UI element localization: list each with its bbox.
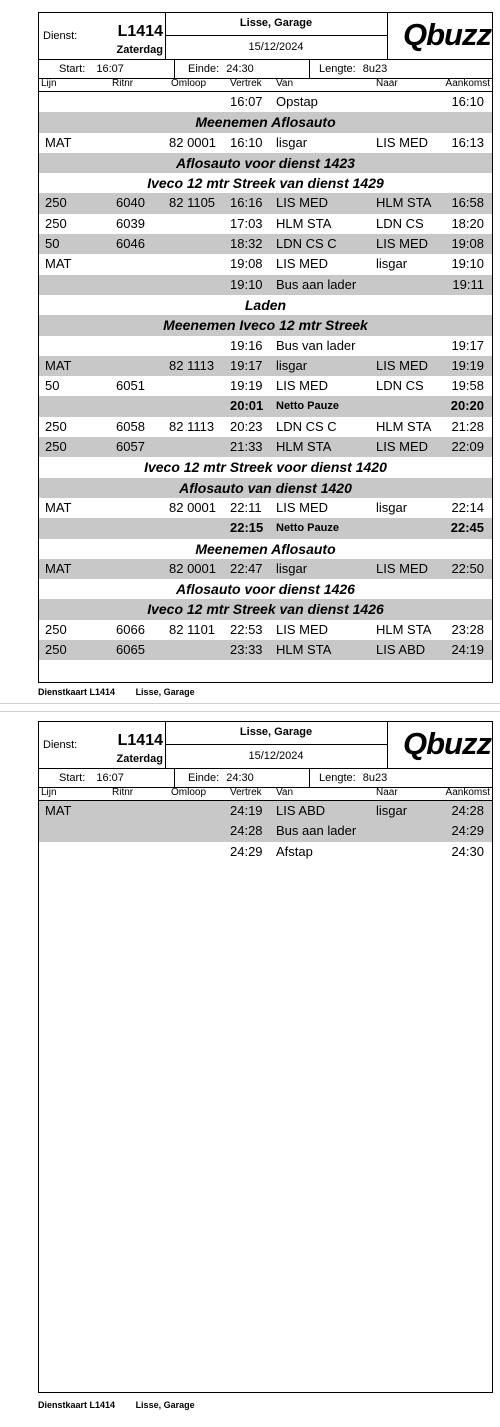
cell-vertrek: 16:16 bbox=[230, 195, 263, 211]
cell-ritnr: 6039 bbox=[116, 215, 145, 231]
column-headers bbox=[39, 788, 492, 801]
start-cell bbox=[39, 60, 175, 78]
info-row bbox=[39, 60, 492, 79]
einde-value: 24:30 bbox=[226, 772, 254, 784]
dienst-code: L1414 bbox=[117, 732, 163, 749]
qbuzz-logo: Qbuzz bbox=[403, 726, 491, 761]
dienst-day: Zaterdag bbox=[116, 44, 163, 56]
cell-van: LIS MED bbox=[276, 499, 329, 515]
cell-aankomst: 22:50 bbox=[451, 560, 484, 576]
cell-aankomst: 19:08 bbox=[451, 236, 484, 252]
cell-vertrek: 19:08 bbox=[230, 256, 263, 272]
dienst-code: L1414 bbox=[117, 23, 163, 40]
col-lijn: Lijn bbox=[41, 787, 57, 798]
cell-aankomst: 16:58 bbox=[451, 195, 484, 211]
cell-vertrek: 24:28 bbox=[230, 823, 263, 839]
trip-row bbox=[39, 437, 492, 457]
einde-cell bbox=[174, 769, 310, 787]
trip-row bbox=[39, 336, 492, 356]
footer-dienstkaart: Dienstkaart L1414 bbox=[38, 687, 116, 697]
col-omloop: Omloop bbox=[171, 78, 207, 89]
start-value: 16:07 bbox=[96, 772, 124, 784]
cell-vertrek: 16:10 bbox=[230, 134, 263, 150]
dienstkaart-sheet bbox=[38, 12, 493, 683]
cell-vertrek: 22:53 bbox=[230, 621, 263, 637]
cell-lijn: 250 bbox=[45, 621, 67, 637]
col-vertrek: Vertrek bbox=[230, 787, 262, 798]
cell-omloop: 82 1113 bbox=[169, 357, 215, 373]
logo-box bbox=[387, 13, 495, 59]
lengte-value: 8u23 bbox=[362, 772, 388, 784]
col-naar: Naar bbox=[376, 78, 398, 89]
trip-row bbox=[39, 801, 492, 821]
sheet-header bbox=[39, 13, 492, 60]
trip-row bbox=[39, 821, 492, 841]
section-heading bbox=[39, 599, 492, 619]
cell-vertrek: 24:19 bbox=[230, 803, 263, 818]
trip-row bbox=[39, 92, 492, 112]
cell-vertrek: 19:10 bbox=[230, 276, 263, 292]
page-1 bbox=[0, 0, 500, 704]
cell-lijn: 50 bbox=[45, 236, 60, 252]
col-vertrek: Vertrek bbox=[230, 78, 262, 89]
cell-vertrek: 21:33 bbox=[230, 439, 263, 455]
cell-aankomst: 19:58 bbox=[451, 378, 484, 394]
section-heading bbox=[39, 315, 492, 335]
footer-dienstkaart: Dienstkaart L1414 bbox=[38, 1400, 116, 1410]
cell-naar: lisgar bbox=[376, 803, 408, 818]
trip-row bbox=[39, 133, 492, 153]
trip-row bbox=[39, 254, 492, 274]
location: Lisse, Garage bbox=[165, 722, 387, 745]
trip-row bbox=[39, 214, 492, 234]
cell-naar: HLM STA bbox=[376, 418, 432, 434]
cell-van: LIS MED bbox=[276, 378, 329, 394]
cell-aankomst: 22:09 bbox=[451, 439, 484, 455]
info-row bbox=[39, 769, 492, 788]
location: Lisse, Garage bbox=[165, 13, 387, 36]
cell-van: HLM STA bbox=[276, 642, 332, 658]
trip-row bbox=[39, 275, 492, 295]
sheet-header bbox=[39, 722, 492, 769]
cell-vertrek: 20:01 bbox=[230, 398, 264, 414]
cell-vertrek: 19:19 bbox=[230, 378, 263, 394]
section-heading-text: Aflosauto voor dienst 1423 bbox=[176, 154, 355, 171]
trip-row bbox=[39, 640, 492, 660]
dienst-label: Dienst: bbox=[43, 739, 78, 751]
date: 15/12/2024 bbox=[248, 750, 304, 762]
cell-naar: lisgar bbox=[376, 499, 408, 515]
cell-vertrek: 17:03 bbox=[230, 215, 263, 231]
dienst-box bbox=[39, 722, 166, 768]
cell-lijn: 50 bbox=[45, 378, 60, 394]
cell-ritnr: 6065 bbox=[116, 642, 145, 658]
cell-van: Netto Pauze bbox=[276, 522, 339, 535]
cell-van: HLM STA bbox=[276, 439, 332, 455]
trip-row bbox=[39, 498, 492, 518]
cell-omloop: 82 0001 bbox=[169, 560, 216, 576]
cell-van: Bus van lader bbox=[276, 337, 356, 353]
lengte-cell bbox=[309, 60, 387, 78]
cell-lijn: 250 bbox=[45, 418, 67, 434]
cell-lijn: MAT bbox=[45, 499, 72, 515]
cell-aankomst: 23:28 bbox=[451, 621, 484, 637]
start-cell bbox=[39, 769, 175, 787]
cell-van: Bus aan lader bbox=[276, 276, 357, 292]
section-heading-text: Iveco 12 mtr Streek voor dienst 1420 bbox=[144, 459, 387, 476]
location-date-box bbox=[165, 722, 387, 768]
cell-lijn: MAT bbox=[45, 357, 72, 373]
section-heading bbox=[39, 478, 492, 498]
cell-aankomst: 24:19 bbox=[451, 642, 484, 658]
page-footer bbox=[38, 687, 213, 697]
cell-van: HLM STA bbox=[276, 215, 332, 231]
col-ritnr: Ritnr bbox=[112, 78, 134, 89]
section-heading bbox=[39, 295, 492, 315]
cell-lijn: MAT bbox=[45, 134, 72, 150]
dienst-box bbox=[39, 13, 166, 59]
cell-aankomst: 18:20 bbox=[451, 215, 484, 231]
cell-naar: LDN CS bbox=[376, 378, 424, 394]
section-heading-text: Iveco 12 mtr Streek van dienst 1426 bbox=[147, 601, 384, 618]
cell-naar: HLM STA bbox=[376, 621, 432, 637]
cell-van: LIS MED bbox=[276, 621, 329, 637]
cell-aankomst: 24:28 bbox=[451, 803, 484, 818]
column-headers bbox=[39, 79, 492, 92]
cell-van: LDN CS C bbox=[276, 236, 337, 252]
einde-label: Einde: bbox=[188, 63, 220, 75]
cell-lijn: 250 bbox=[45, 195, 67, 211]
trip-row bbox=[39, 417, 492, 437]
cell-van: Opstap bbox=[276, 94, 318, 109]
cell-vertrek: 22:47 bbox=[230, 560, 263, 576]
cell-vertrek: 22:15 bbox=[230, 520, 264, 536]
cell-naar: LIS MED bbox=[376, 439, 429, 455]
lengte-label: Lengte: bbox=[319, 772, 356, 784]
cell-van: Netto Pauze bbox=[276, 400, 339, 413]
col-aankomst: Aankomst bbox=[445, 78, 490, 89]
section-heading bbox=[39, 153, 492, 173]
dienst-label: Dienst: bbox=[43, 30, 78, 42]
cell-ritnr: 6058 bbox=[116, 418, 145, 434]
cell-omloop: 82 1113 bbox=[169, 418, 215, 434]
cell-lijn: 250 bbox=[45, 439, 67, 455]
cell-ritnr: 6066 bbox=[116, 621, 145, 637]
cell-aankomst: 20:20 bbox=[450, 398, 484, 414]
section-heading-text: Laden bbox=[244, 296, 287, 313]
start-label: Start: bbox=[59, 772, 86, 784]
col-van: Van bbox=[276, 787, 294, 798]
page-2 bbox=[0, 711, 500, 1427]
cell-aankomst: 16:13 bbox=[451, 134, 484, 150]
col-omloop: Omloop bbox=[171, 787, 207, 798]
section-heading-text: Meenemen Aflosauto bbox=[195, 540, 336, 557]
trip-row bbox=[39, 842, 492, 862]
trip-row bbox=[39, 234, 492, 254]
cell-ritnr: 6051 bbox=[116, 378, 145, 394]
einde-label: Einde: bbox=[188, 772, 220, 784]
dienstkaart-sheet bbox=[38, 721, 493, 1393]
cell-vertrek: 24:29 bbox=[230, 843, 263, 859]
cell-naar: LDN CS bbox=[376, 215, 424, 231]
section-heading-text: Meenemen Iveco 12 mtr Streek bbox=[163, 317, 368, 334]
col-naar: Naar bbox=[376, 787, 398, 798]
trip-rows-page-1 bbox=[39, 92, 492, 660]
cell-vertrek: 19:16 bbox=[230, 337, 263, 353]
cell-naar: LIS MED bbox=[376, 134, 429, 150]
section-heading bbox=[39, 112, 492, 132]
section-heading bbox=[39, 173, 492, 193]
section-heading bbox=[39, 457, 492, 477]
cell-van: LIS ABD bbox=[276, 803, 326, 818]
pause-row bbox=[39, 396, 492, 416]
cell-aankomst: 19:19 bbox=[451, 357, 484, 373]
cell-aankomst: 22:45 bbox=[450, 520, 484, 536]
footer-location: Lisse, Garage bbox=[135, 1400, 195, 1410]
einde-cell bbox=[174, 60, 310, 78]
cell-naar: LIS MED bbox=[376, 236, 429, 252]
location-date-box bbox=[165, 13, 387, 59]
cell-vertrek: 20:23 bbox=[230, 418, 263, 434]
cell-omloop: 82 0001 bbox=[169, 499, 216, 515]
trip-row bbox=[39, 376, 492, 396]
cell-van: Bus aan lader bbox=[276, 823, 357, 839]
cell-aankomst: 19:11 bbox=[452, 276, 484, 292]
cell-omloop: 82 0001 bbox=[169, 134, 216, 150]
dienst-day: Zaterdag bbox=[116, 753, 163, 765]
cell-aankomst: 24:30 bbox=[451, 843, 484, 859]
start-label: Start: bbox=[59, 63, 86, 75]
pause-row bbox=[39, 518, 492, 538]
cell-van: LIS MED bbox=[276, 256, 329, 272]
cell-vertrek: 18:32 bbox=[230, 236, 263, 252]
cell-lijn: MAT bbox=[45, 560, 72, 576]
cell-lijn: 250 bbox=[45, 642, 67, 658]
section-heading-text: Iveco 12 mtr Streek van dienst 1429 bbox=[147, 175, 384, 192]
col-lijn: Lijn bbox=[41, 78, 57, 89]
cell-van: LDN CS C bbox=[276, 418, 337, 434]
cell-aankomst: 21:28 bbox=[451, 418, 484, 434]
trip-row bbox=[39, 356, 492, 376]
cell-aankomst: 22:14 bbox=[451, 499, 484, 515]
date: 15/12/2024 bbox=[248, 41, 304, 53]
col-aankomst: Aankomst bbox=[445, 787, 490, 798]
cell-van: lisgar bbox=[276, 134, 308, 150]
cell-vertrek: 16:07 bbox=[230, 94, 263, 109]
footer-location: Lisse, Garage bbox=[135, 687, 195, 697]
cell-naar: HLM STA bbox=[376, 195, 432, 211]
cell-lijn: MAT bbox=[45, 256, 72, 272]
section-heading bbox=[39, 539, 492, 559]
cell-ritnr: 6040 bbox=[116, 195, 145, 211]
col-ritnr: Ritnr bbox=[112, 787, 134, 798]
cell-van: LIS MED bbox=[276, 195, 329, 211]
col-van: Van bbox=[276, 78, 294, 89]
cell-vertrek: 23:33 bbox=[230, 642, 263, 658]
cell-aankomst: 19:10 bbox=[451, 256, 484, 272]
cell-vertrek: 19:17 bbox=[230, 357, 263, 373]
lengte-value: 8u23 bbox=[362, 63, 388, 75]
lengte-label: Lengte: bbox=[319, 63, 356, 75]
cell-lijn: MAT bbox=[45, 803, 72, 818]
cell-aankomst: 19:17 bbox=[451, 337, 484, 353]
cell-van: lisgar bbox=[276, 560, 308, 576]
trip-row bbox=[39, 559, 492, 579]
cell-naar: LIS MED bbox=[376, 560, 429, 576]
section-heading-text: Meenemen Aflosauto bbox=[195, 114, 336, 131]
page-footer bbox=[38, 1400, 213, 1410]
logo-box bbox=[387, 722, 495, 768]
cell-aankomst: 16:10 bbox=[451, 94, 484, 109]
cell-van: Afstap bbox=[276, 843, 313, 859]
section-heading bbox=[39, 579, 492, 599]
cell-ritnr: 6046 bbox=[116, 236, 145, 252]
qbuzz-logo: Qbuzz bbox=[403, 17, 491, 52]
cell-lijn: 250 bbox=[45, 215, 67, 231]
cell-vertrek: 22:11 bbox=[230, 499, 262, 515]
section-heading-text: Aflosauto voor dienst 1426 bbox=[176, 581, 355, 598]
trip-row bbox=[39, 620, 492, 640]
cell-van: lisgar bbox=[276, 357, 308, 373]
cell-omloop: 82 1105 bbox=[169, 195, 216, 211]
cell-naar: lisgar bbox=[376, 256, 408, 272]
section-heading-text: Aflosauto van dienst 1420 bbox=[179, 479, 352, 496]
trip-row bbox=[39, 193, 492, 213]
cell-omloop: 82 1101 bbox=[169, 621, 216, 637]
cell-aankomst: 24:29 bbox=[451, 823, 484, 839]
cell-naar: LIS ABD bbox=[376, 642, 426, 658]
cell-naar: LIS MED bbox=[376, 357, 429, 373]
lengte-cell bbox=[309, 769, 387, 787]
cell-ritnr: 6057 bbox=[116, 439, 145, 455]
einde-value: 24:30 bbox=[226, 63, 254, 75]
start-value: 16:07 bbox=[96, 63, 124, 75]
trip-rows-page-2 bbox=[39, 801, 492, 862]
